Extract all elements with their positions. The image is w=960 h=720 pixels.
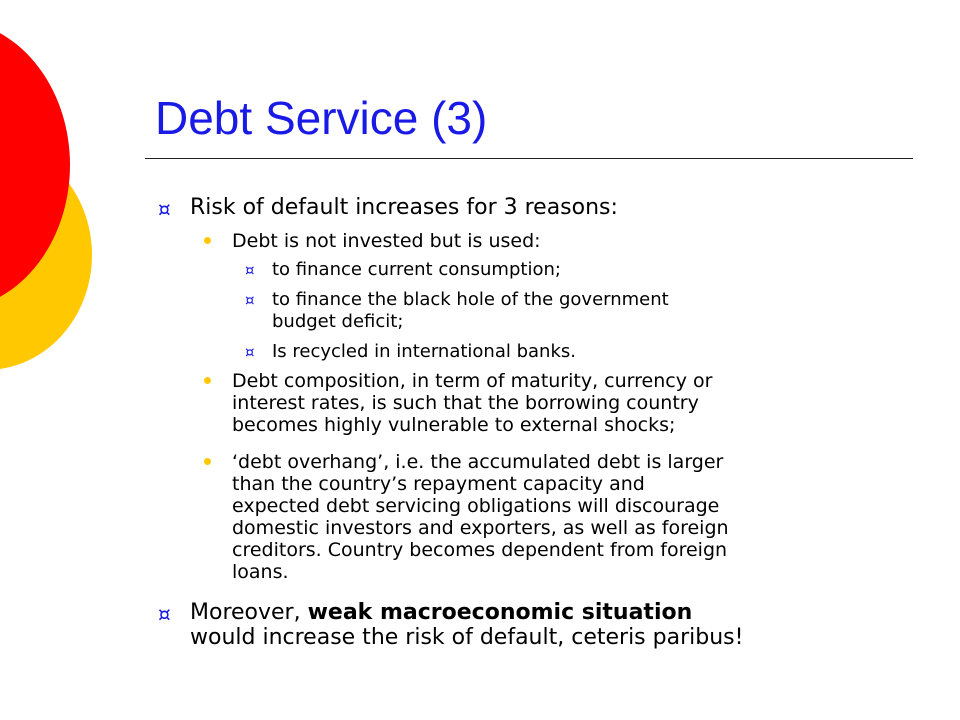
bullet-recycled-banks — [0, 341, 960, 363]
bullet-text-line3: becomes highly vulnerable to external shocks; — [232, 414, 676, 436]
bullet-text-line4: domestic investors and exporters, as well as foreign — [232, 517, 729, 539]
bullet-text-line2: budget deficit; — [272, 311, 404, 332]
bullet-black-hole-deficit — [0, 289, 960, 333]
bullet-text-emphasis: weak macroeconomic situation — [307, 600, 693, 625]
bullet-text: Debt is not invested but is used: — [232, 230, 541, 252]
bullet-debt-overhang — [0, 451, 960, 583]
bullet-text: to finance current consumption; — [272, 259, 561, 280]
bullet-text-prefix: Moreover, — [190, 600, 308, 625]
bullet-text-line2: would increase the risk of default, ceteris paribus! — [190, 625, 744, 650]
bullet-icon: ¤ — [245, 291, 255, 309]
bullet-text-line5: creditors. Country becomes dependent from foreign — [232, 539, 728, 561]
bullet-icon: ¤ — [158, 602, 171, 626]
bullet-risk-of-default — [0, 195, 960, 220]
bullet-icon: ¤ — [158, 197, 171, 221]
bullet-text-line6: loans. — [232, 561, 289, 583]
bullet-icon: ¤ — [245, 343, 255, 361]
bullet-icon — [204, 377, 211, 384]
bullet-text-line3: expected debt servicing obligations will discourage — [232, 495, 720, 517]
bullet-icon — [204, 458, 211, 465]
bullet-text-line1: Debt composition, in term of maturity, currency or — [232, 370, 713, 392]
bullet-icon — [204, 237, 211, 244]
bullet-text-line1 — [190, 600, 692, 625]
bullet-text: Is recycled in international banks. — [272, 341, 576, 362]
bullet-debt-composition — [0, 370, 960, 436]
bullet-icon: ¤ — [245, 261, 255, 279]
bullet-debt-not-invested — [0, 230, 960, 252]
bullet-text-line2: interest rates, is such that the borrowing country — [232, 392, 699, 414]
bullet-text-line2: than the country’s repayment capacity and — [232, 473, 645, 495]
bullet-moreover — [0, 600, 960, 650]
bullet-text: Risk of default increases for 3 reasons: — [190, 195, 618, 220]
bullet-current-consumption — [0, 259, 960, 281]
slide-title: Debt Service (3) — [155, 92, 488, 144]
bullet-text-line1: to finance the black hole of the government — [272, 289, 669, 310]
bullet-text-line1: ‘debt overhang’, i.e. the accumulated debt is larger — [232, 451, 724, 473]
